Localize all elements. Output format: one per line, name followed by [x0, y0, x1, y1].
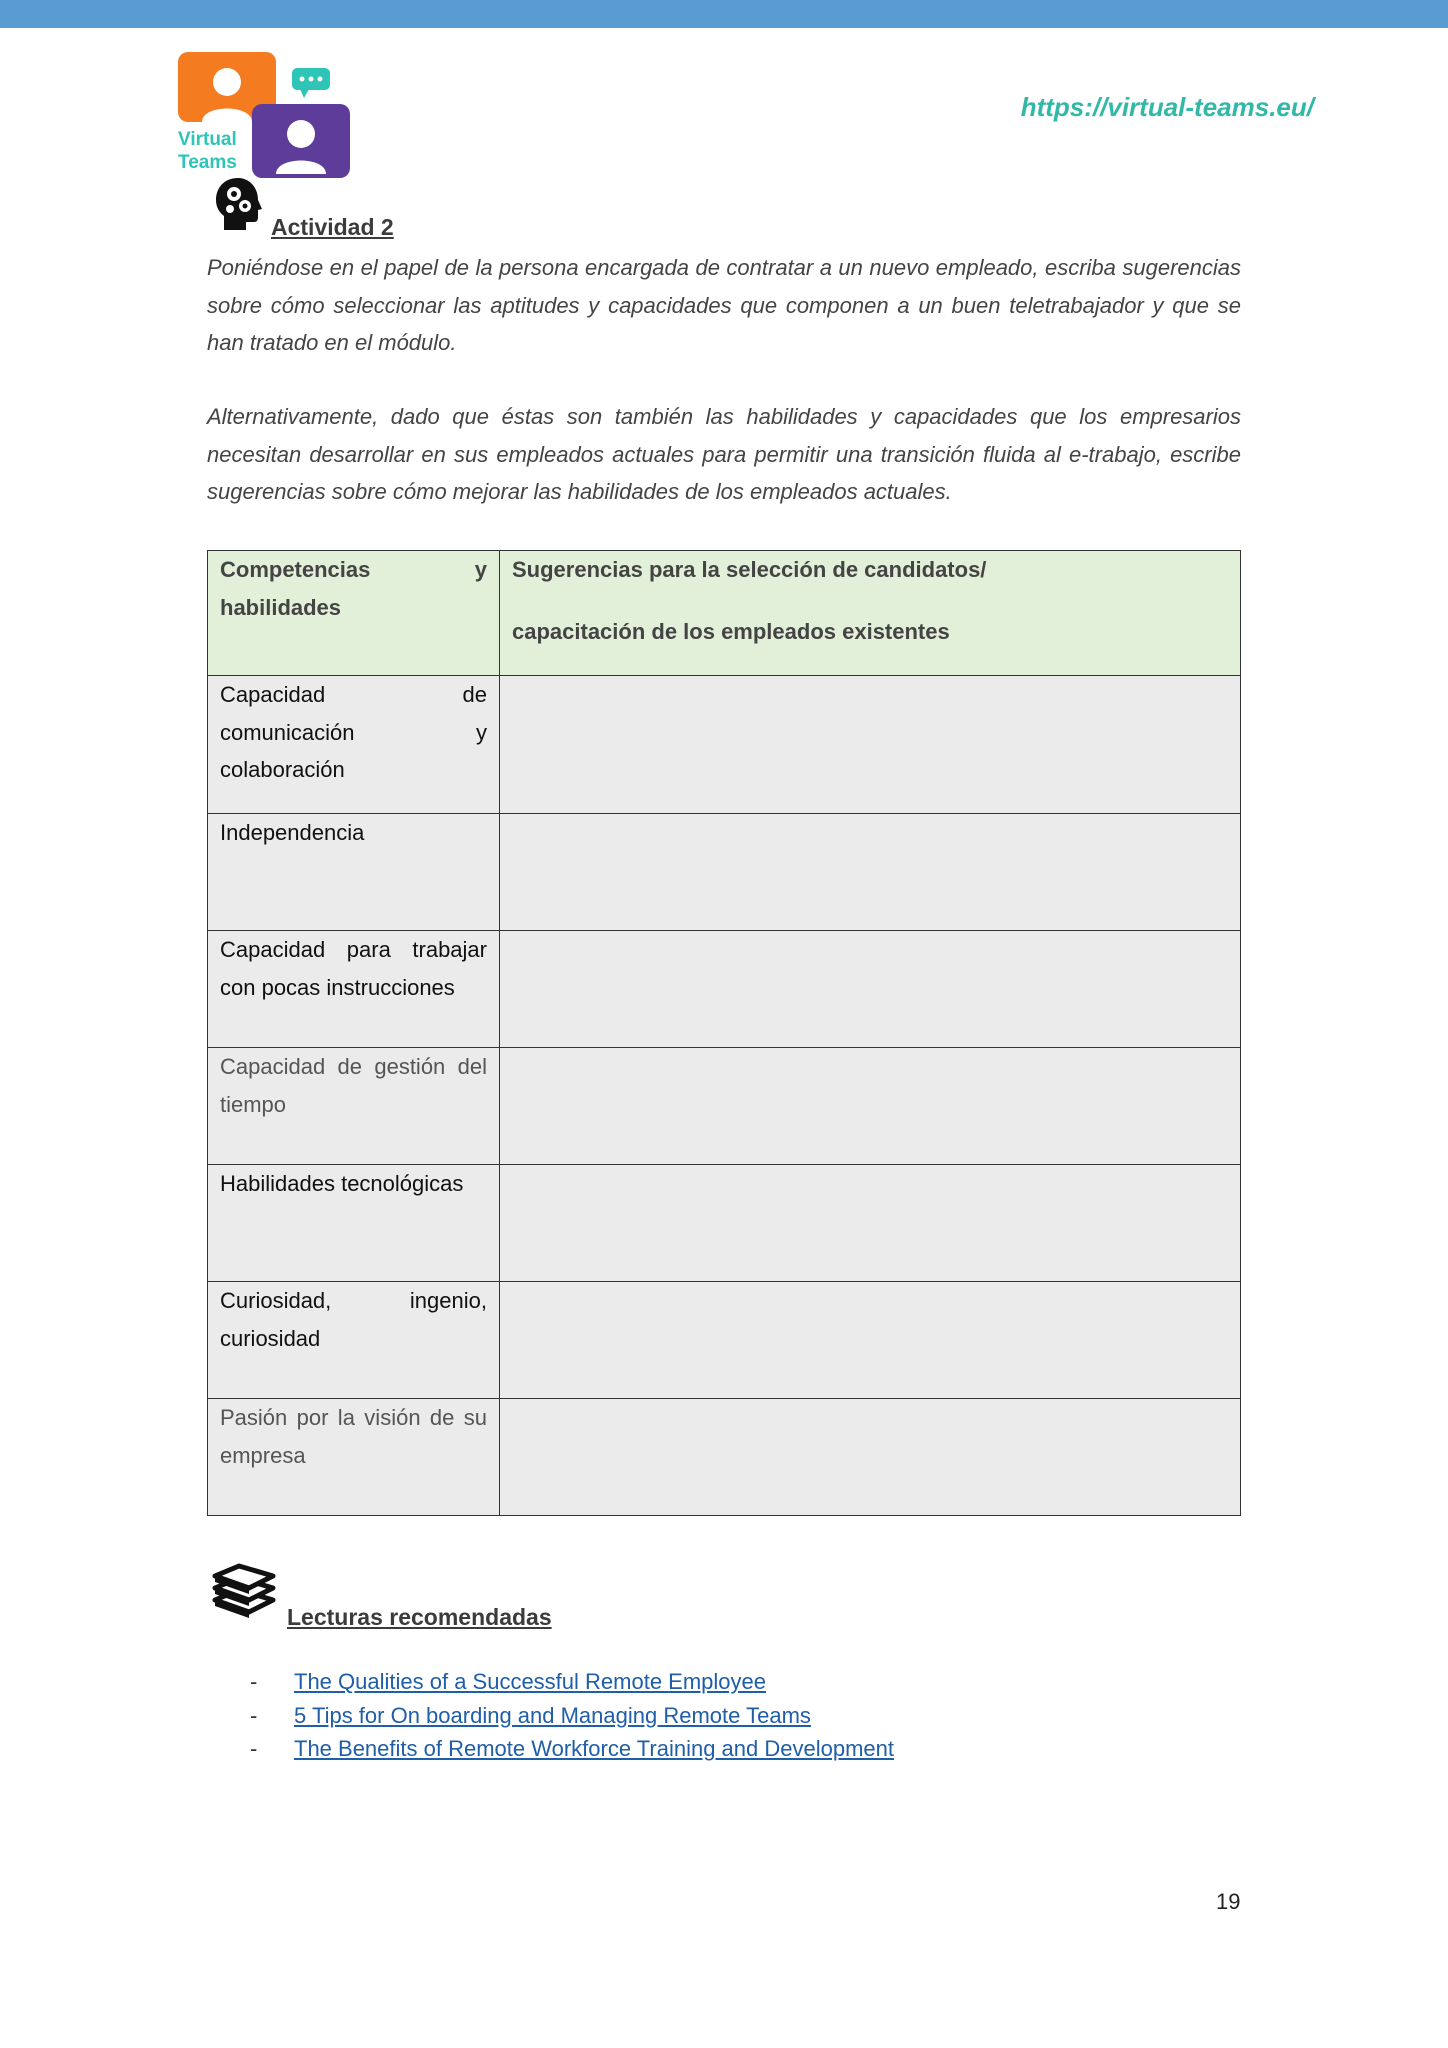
header-skills: Competencias y habilidades — [208, 551, 500, 676]
head-gears-icon — [214, 176, 264, 232]
table-row — [208, 931, 1241, 1048]
table-row — [208, 1048, 1241, 1165]
header-suggestions-line1: Sugerencias para la selección de candidatos/ — [512, 557, 987, 582]
logo-text — [178, 128, 237, 174]
suggestion-cell[interactable] — [500, 1399, 1241, 1516]
header-suggestions-line2: capacitación de los empleados existentes — [512, 618, 950, 644]
activity-title: Actividad 2 — [271, 214, 394, 240]
top-color-bar — [0, 0, 1448, 28]
skill-cell: Independencia — [208, 814, 500, 931]
suggestion-cell[interactable] — [500, 931, 1241, 1048]
logo-word-teams: Teams — [178, 152, 237, 173]
reading-link-1[interactable]: The Qualities of a Successful Remote Employee — [294, 1669, 767, 1694]
site-url[interactable]: https://virtual-teams.eu/ — [1020, 92, 1314, 122]
list-bullet: - — [250, 1669, 258, 1694]
skill-cell: Pasión por la visión de su empresa — [208, 1399, 500, 1516]
list-item — [250, 1665, 894, 1699]
header-suggestions — [500, 551, 1241, 676]
logo-word-virtual: Virtual — [178, 129, 237, 150]
suggestion-cell[interactable] — [500, 1165, 1241, 1282]
list-item — [250, 1699, 894, 1733]
skills-table — [207, 550, 1241, 1516]
suggestion-cell[interactable] — [500, 1282, 1241, 1399]
skill-cell: Habilidades tecnológicas — [208, 1165, 500, 1282]
suggestion-cell[interactable] — [500, 814, 1241, 931]
table-row — [208, 1399, 1241, 1516]
activity-paragraph-1: Poniéndose en el papel de la persona encargada de contratar a un nuevo empleado, escriba sugerencias sobre cómo seleccionar las aptitudes y capacidades que componen a un buen teletrabajador y que se han tratado en el módulo. — [207, 255, 1241, 355]
reading-link-2[interactable]: 5 Tips for On boarding and Managing Remote Teams — [294, 1702, 811, 1728]
skill-cell: Capacidad de gestión del tiempo — [208, 1048, 500, 1165]
suggestion-cell[interactable] — [500, 676, 1241, 814]
table-row — [208, 676, 1241, 814]
list-bullet: - — [250, 1736, 258, 1761]
skill-cell: Curiosidad, ingenio, curiosidad — [208, 1282, 500, 1399]
table-row — [208, 1282, 1241, 1399]
list-item — [250, 1732, 894, 1766]
activity-paragraph-2: Alternativamente, dado que éstas son también las habilidades y capacidades que los empresarios necesitan desarrollar en sus empleados actuales para permitir una transición fluida al e-trabajo, escribe sugerencias sobre cómo mejorar las habilidades de los empleados actuales. — [207, 404, 1241, 504]
table-header-row — [208, 551, 1241, 676]
list-bullet: - — [250, 1702, 258, 1728]
readings-list — [250, 1665, 894, 1766]
skill-cell: Capacidad para trabajar con pocas instrucciones — [208, 931, 500, 1048]
skill-cell: Capacidad de comunicación y colaboración — [208, 676, 500, 814]
readings-title: Lecturas recomendadas — [287, 1604, 552, 1630]
suggestion-cell[interactable] — [500, 1048, 1241, 1165]
table-row — [208, 814, 1241, 931]
page-number: 19 — [1216, 1889, 1241, 1914]
table-row — [208, 1165, 1241, 1282]
reading-link-3[interactable]: The Benefits of Remote Workforce Training and Development — [294, 1736, 895, 1761]
books-icon — [209, 1556, 277, 1618]
